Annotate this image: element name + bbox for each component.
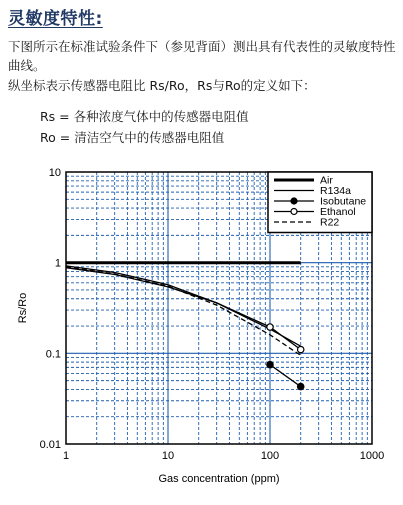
page-title: 灵敏度特性: xyxy=(8,9,103,29)
y-tick-label: 0.1 xyxy=(45,348,61,361)
x-axis-label: Gas concentration (ppm) xyxy=(158,473,280,485)
series-line-isobutane xyxy=(270,365,301,387)
data-point-ethanol xyxy=(267,324,273,330)
legend-label-isobutane: Isobutane xyxy=(320,195,367,208)
legend-label-r134a: R134a xyxy=(320,185,351,197)
data-point-isobutane xyxy=(267,361,273,367)
chart-legend xyxy=(268,172,372,233)
y-tick-label: 1 xyxy=(54,257,61,270)
legend-label-air: Air xyxy=(320,174,333,187)
data-point-ethanol xyxy=(298,346,304,352)
x-tick-label: 100 xyxy=(260,450,280,462)
y-tick-label: 10 xyxy=(48,167,61,179)
x-tick-label: 10 xyxy=(161,450,175,462)
y-tick-label: 0.01 xyxy=(39,439,61,451)
x-tick-label: 1000 xyxy=(359,450,385,462)
legend-label-r22: R22 xyxy=(320,216,340,229)
y-axis-label: Rs/Ro xyxy=(17,292,29,324)
axis-note: 纵坐标表示传感器电阻比 Rs/Ro，Rs与Ro的定义如下： xyxy=(8,78,316,93)
definition-ro: Ro = 清洁空气中的传感器电阻值 xyxy=(40,130,225,145)
x-tick-label: 1 xyxy=(62,450,70,462)
legend-marker-isobutane xyxy=(291,198,297,204)
intro-paragraph: 下图所示在标准试验条件下（参见背面）测出具有代表性的灵敏度特性曲线。 xyxy=(8,39,396,73)
legend-marker-ethanol xyxy=(291,209,297,215)
data-point-isobutane xyxy=(298,383,304,389)
legend-label-ethanol: Ethanol xyxy=(320,206,356,218)
definition-rs: Rs = 各种浓度气体中的传感器电阻值 xyxy=(40,109,249,124)
